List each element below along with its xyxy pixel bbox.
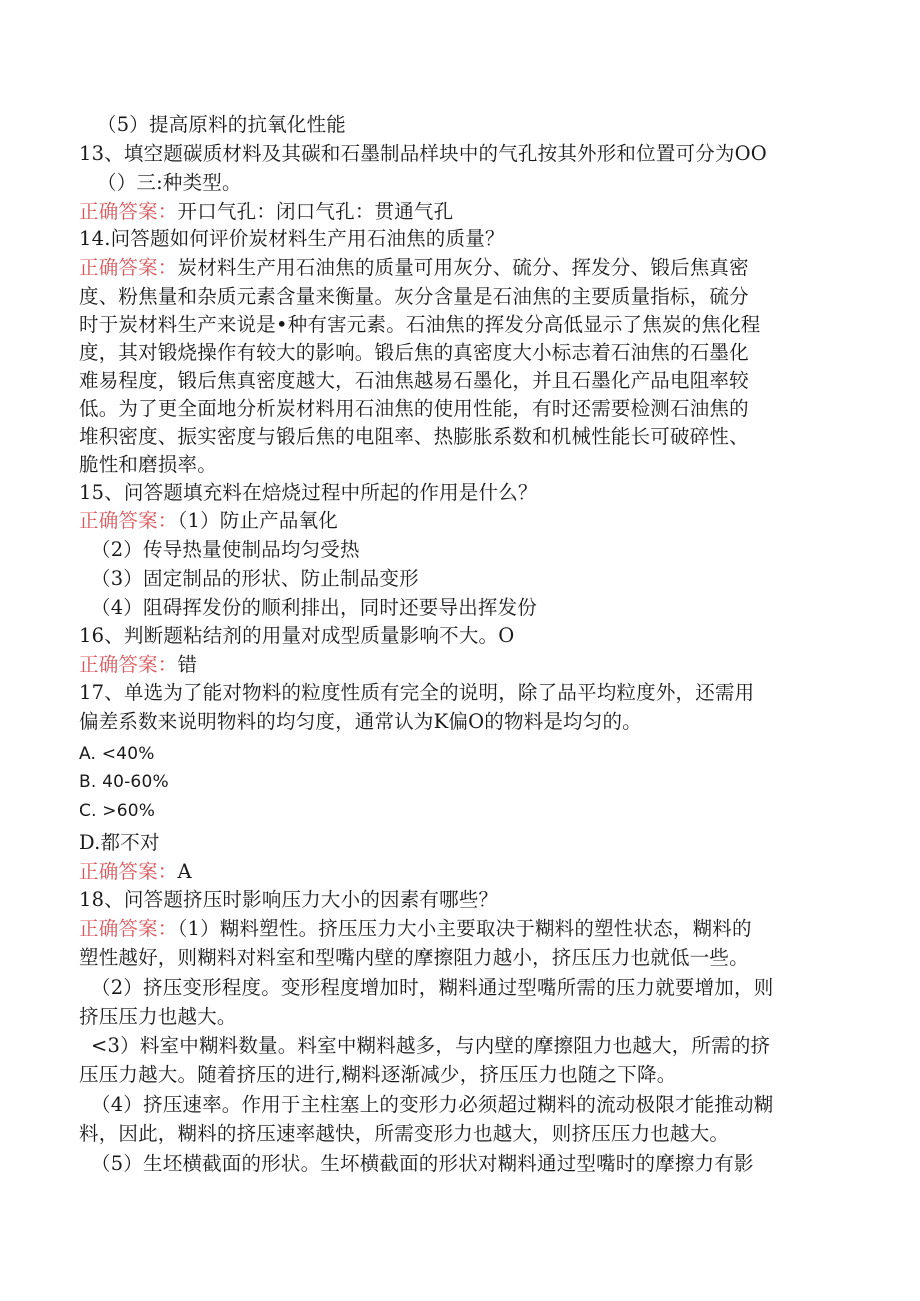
answer-line <box>79 914 839 943</box>
answer-text: （1）防止产品氧化 <box>177 509 338 532</box>
answer-label: 正确答案： <box>79 653 178 676</box>
option-d: D.都不对 <box>79 831 160 854</box>
text-line: 偏差系数来说明物料的均匀度，通常认为K偏O的物料是均匀的。 <box>79 710 642 733</box>
answer-line <box>79 197 839 226</box>
option-c: C. >60% <box>79 801 156 821</box>
text-line: （5）提高原料的抗氧化性能 <box>97 113 347 136</box>
text-line: （3）固定制品的形状、防止制品变形 <box>91 567 419 590</box>
text-line: 压压力越大。随着挤压的进行,糊料逐渐减少，挤压压力也随之下降。 <box>79 1063 677 1086</box>
text-line: （4）挤压速率。作用于主柱塞上的变形力必须超过糊料的流动极限才能推动糊 <box>91 1093 774 1116</box>
answer-text: 开口气孔：闭口气孔：贯通气孔 <box>177 200 454 223</box>
text-line: 难易程度，锻后焦真密度越大，石油焦越易石墨化，并且石墨化产品电阻率较 <box>79 369 749 392</box>
answer-label: 正确答案： <box>79 509 178 532</box>
option-b: B. 40-60% <box>79 772 169 792</box>
text-line: （5）生坯横截面的形状。生坏横截面的形状对糊料通过型嘴时的摩擦力有影 <box>91 1152 754 1175</box>
answer-line <box>79 857 839 886</box>
text-line: 塑性越好，则糊料对料室和型嘴内壁的摩擦阻力越小，挤压压力也就低一些。 <box>79 946 749 969</box>
question-18: 18、问答题挤压时影响压力大小的因素有哪些？ <box>79 888 499 911</box>
text-line: 堆积密度、振实密度与锻后焦的电阻率、热膨胀系数和机械性能长可破碎性、 <box>79 425 749 448</box>
answer-line <box>79 506 839 535</box>
text-line: （）三:种类型。 <box>97 171 242 194</box>
text-line: （2）挤压变形程度。变形程度增加时，糊料通过型嘴所需的压力就要增加，则 <box>91 976 774 999</box>
text-line: 料，因此，糊料的挤压速率越快，所需变形力也越大，则挤压压力也越大。 <box>79 1122 730 1145</box>
question-14: 14.问答题如何评价炭材料生产用石油焦的质量？ <box>79 227 505 250</box>
question-17: 17、单选为了能对物料的粒度性质有完全的说明，除了品平均粒度外，还需用 <box>79 681 755 704</box>
text-line: 度，其对锻烧操作有较大的影响。锻后焦的真密度大小标志着石油焦的石墨化 <box>79 341 749 364</box>
answer-text: 错 <box>177 653 198 676</box>
question-16: 16、判断题粘结剂的用量对成型质量影响不大。O <box>79 624 515 647</box>
answer-text: （1）糊料塑性。挤压压力大小主要取决于糊料的塑性状态，糊料的 <box>177 917 752 940</box>
answer-label: 正确答案： <box>79 200 178 223</box>
question-15: 15、问答题填充料在焙烧过程中所起的作用是什么？ <box>79 481 538 504</box>
answer-label: 正确答案： <box>79 917 178 940</box>
answer-text: A <box>177 860 192 883</box>
answer-line <box>79 253 839 282</box>
text-line: 脆性和磨损率。 <box>79 453 217 476</box>
answer-text: 炭材料生产用石油焦的质量可用灰分、硫分、挥发分、锻后焦真密 <box>177 256 749 279</box>
text-line: 挤压压力也越大。 <box>79 1005 237 1028</box>
text-line: 度、粉焦量和杂质元素含量来衡量。灰分含量是石油焦的主要质量指标，硫分 <box>79 285 749 308</box>
answer-label: 正确答案： <box>79 256 178 279</box>
text-line: <3）料室中糊料数量。料室中糊料越多，与内壁的摩擦阻力也越大，所需的挤 <box>91 1034 771 1057</box>
text-line: （2）传导热量使制品均匀受热 <box>91 538 360 561</box>
answer-line <box>79 650 839 679</box>
question-13: 13、填空题碳质材料及其碳和石墨制品样块中的气孔按其外形和位置可分为OO <box>79 142 767 165</box>
answer-label: 正确答案： <box>79 860 178 883</box>
text-line: （4）阻碍挥发份的顺利排出，同时还要导出挥发份 <box>91 596 538 619</box>
text-line: 低。为了更全面地分析炭材料用石油焦的使用性能，有时还需要检测石油焦的 <box>79 397 749 420</box>
text-line: 时于炭材料生产来说是•种有害元素。石油焦的挥发分高低显示了焦炭的焦化程 <box>79 313 761 336</box>
option-a: A. <40% <box>79 744 155 764</box>
